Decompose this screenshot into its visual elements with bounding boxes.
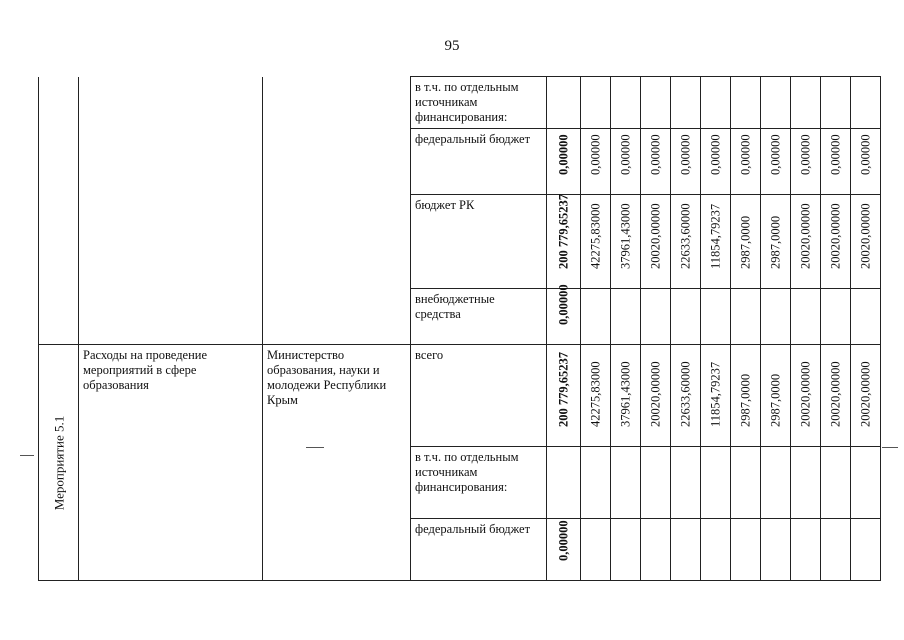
year-value: 42275,83000 bbox=[588, 203, 602, 269]
page-number: 95 bbox=[444, 38, 460, 54]
scan-mark bbox=[20, 455, 34, 456]
year-value: 0,00000 bbox=[768, 134, 782, 175]
year-value: 22633,60000 bbox=[678, 361, 692, 427]
empty-cell bbox=[79, 77, 263, 345]
year-value: 20020,00000 bbox=[798, 203, 812, 269]
empty-cell bbox=[39, 77, 79, 345]
row-label-vnebudg: внебюджетные средства bbox=[411, 289, 547, 345]
year-value: 0,00000 bbox=[798, 134, 812, 175]
scan-mark bbox=[882, 447, 898, 448]
year-value: 37961,43000 bbox=[618, 203, 632, 269]
row-label-v-tch: в т.ч. по отдельным источникам финансирования: bbox=[411, 447, 547, 519]
activity-code: Мероприятие 5.1 bbox=[51, 415, 66, 510]
year-value: 0,00000 bbox=[828, 134, 842, 175]
year-value: 11854,79237 bbox=[708, 361, 722, 427]
year-value: 20020,00000 bbox=[858, 361, 872, 427]
row-label-federal: федеральный бюджет bbox=[411, 129, 547, 195]
table-row bbox=[39, 77, 881, 129]
activity-executor: Министерство образования, науки и молодежи Республики Крым bbox=[263, 345, 411, 581]
year-value: 20020,00000 bbox=[648, 203, 662, 269]
year-value: 0,00000 bbox=[588, 134, 602, 175]
year-value: 20020,00000 bbox=[828, 361, 842, 427]
row-label-federal: федеральный бюджет bbox=[411, 519, 547, 581]
year-value: 20020,00000 bbox=[798, 361, 812, 427]
total-value: 200 779,65237 bbox=[556, 352, 570, 427]
year-value: 20020,00000 bbox=[648, 361, 662, 427]
empty-cell bbox=[263, 77, 411, 345]
year-value: 2987,0000 bbox=[738, 373, 752, 427]
total-value: 0,00000 bbox=[556, 520, 570, 561]
table-row bbox=[39, 345, 881, 447]
year-value: 20020,00000 bbox=[828, 203, 842, 269]
budget-table bbox=[38, 76, 881, 581]
total-value: 0,00000 bbox=[556, 284, 570, 325]
year-value: 0,00000 bbox=[648, 134, 662, 175]
activity-code-cell bbox=[39, 345, 79, 581]
year-value: 0,00000 bbox=[708, 134, 722, 175]
row-label-rk: бюджет РК bbox=[411, 195, 547, 289]
year-value: 37961,43000 bbox=[618, 361, 632, 427]
year-value: 2987,0000 bbox=[768, 373, 782, 427]
year-value: 0,00000 bbox=[738, 134, 752, 175]
year-value: 0,00000 bbox=[678, 134, 692, 175]
total-value: 0,00000 bbox=[556, 134, 570, 175]
year-value: 0,00000 bbox=[618, 134, 632, 175]
total-value: 200 779,65237 bbox=[556, 194, 570, 269]
year-value: 2987,0000 bbox=[768, 215, 782, 269]
scan-mark bbox=[306, 447, 324, 448]
year-value: 2987,0000 bbox=[738, 215, 752, 269]
year-value: 0,00000 bbox=[858, 134, 872, 175]
year-value: 42275,83000 bbox=[588, 361, 602, 427]
activity-name: Расходы на проведение мероприятий в сфере образования bbox=[79, 345, 263, 581]
year-value: 11854,79237 bbox=[708, 203, 722, 269]
row-label-vsego: всего bbox=[411, 345, 547, 447]
year-value: 20020,00000 bbox=[858, 203, 872, 269]
row-label-v-tch: в т.ч. по отдельным источникам финансирования: bbox=[411, 77, 547, 129]
year-value: 22633,60000 bbox=[678, 203, 692, 269]
